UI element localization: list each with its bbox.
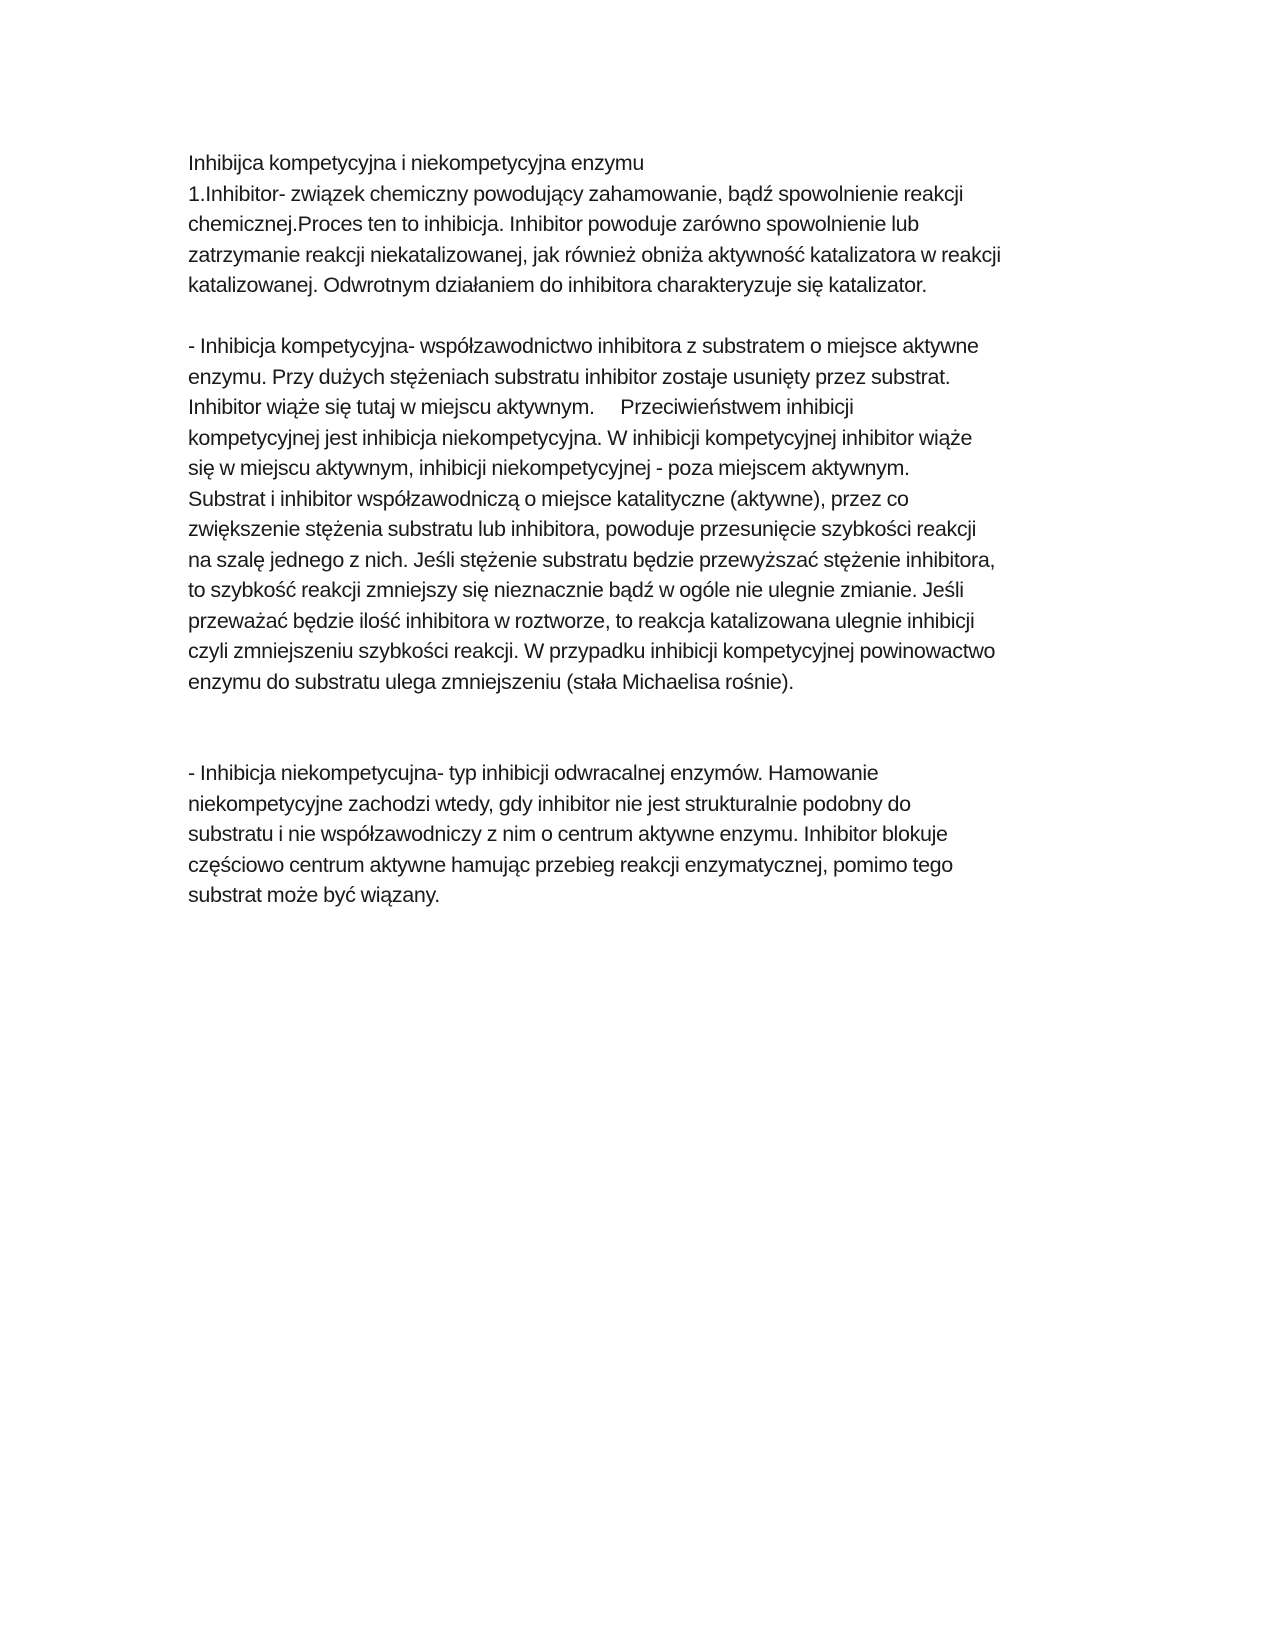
paragraph-competitive-inhibition [188, 331, 1108, 697]
text-line: enzymu. Przy dużych stężeniach substratu inhibitor zostaje usunięty przez substrat. [188, 364, 951, 389]
text-line: niekompetycyjne zachodzi wtedy, gdy inhibitor nie jest strukturalnie podobny do [188, 791, 911, 816]
paragraph-noncompetitive-inhibition [188, 758, 1108, 911]
text-line: Inhibitor wiąże się tutaj w miejscu aktywnym. Przeciwieństwem inhibicji [188, 395, 854, 419]
text-line: przeważać będzie ilość inhibitora w roztworze, to reakcja katalizowana ulegnie inhibicji [188, 608, 975, 633]
text-line: zatrzymanie reakcji niekatalizowanej, jak również obniża aktywność katalizatora w reakcji [188, 242, 1001, 267]
document-body [188, 148, 1108, 911]
paragraph-spacer [188, 301, 1108, 332]
text-line: chemicznej.Proces ten to inhibicja. Inhibitor powoduje zarówno spowolnienie lub [188, 212, 919, 236]
text-line: to szybkość reakcji zmniejszy się nieznacznie bądź w ogóle nie ulegnie zmianie. Jeśli [188, 578, 964, 602]
text-line: kompetycyjnej jest inhibicja niekompetycyjna. W inhibicji kompetycyjnej inhibitor wiąże [188, 425, 973, 450]
text-line: częściowo centrum aktywne hamując przebieg reakcji enzymatycznej, pomimo tego [188, 852, 953, 877]
text-line: enzymu do substratu ulega zmniejszeniu (stała Michaelisa rośnie). [188, 669, 794, 694]
text-line: substratu i nie współzawodniczy z nim o centrum aktywne enzymu. Inhibitor blokuje [188, 822, 948, 846]
text-line: na szalę jednego z nich. Jeśli stężenie substratu będzie przewyższać stężenie inhibitora, [188, 547, 996, 572]
text-line: - Inhibicja niekompetycujna- typ inhibicji odwracalnej enzymów. Hamowanie [188, 761, 879, 785]
paragraph-spacer [188, 697, 1108, 758]
text-line: - Inhibicja kompetycyjna- współzawodnictwo inhibitora z substratem o miejsce aktywne [188, 334, 979, 358]
text-line: 1.Inhibitor- związek chemiczny powodujący zahamowanie, bądź spowolnienie reakcji [188, 181, 964, 206]
text-line: substrat może być wiązany. [188, 883, 440, 907]
document-title: Inhibijca kompetycyjna i niekompetycyjna enzymu [188, 151, 644, 175]
paragraph-inhibitor-definition [188, 179, 1108, 301]
text-line: zwiększenie stężenia substratu lub inhibitora, powoduje przesunięcie szybkości reakcji [188, 517, 977, 541]
text-line: czyli zmniejszeniu szybkości reakcji. W przypadku inhibicji kompetycyjnej powinowactwo [188, 639, 996, 663]
text-line: katalizowanej. Odwrotnym działaniem do inhibitora charakteryzuje się katalizator. [188, 273, 927, 297]
text-line: Substrat i inhibitor współzawodniczą o miejsce katalityczne (aktywne), przez co [188, 486, 909, 511]
text-line: się w miejscu aktywnym, inhibicji niekompetycyjnej - poza miejscem aktywnym. [188, 456, 910, 480]
